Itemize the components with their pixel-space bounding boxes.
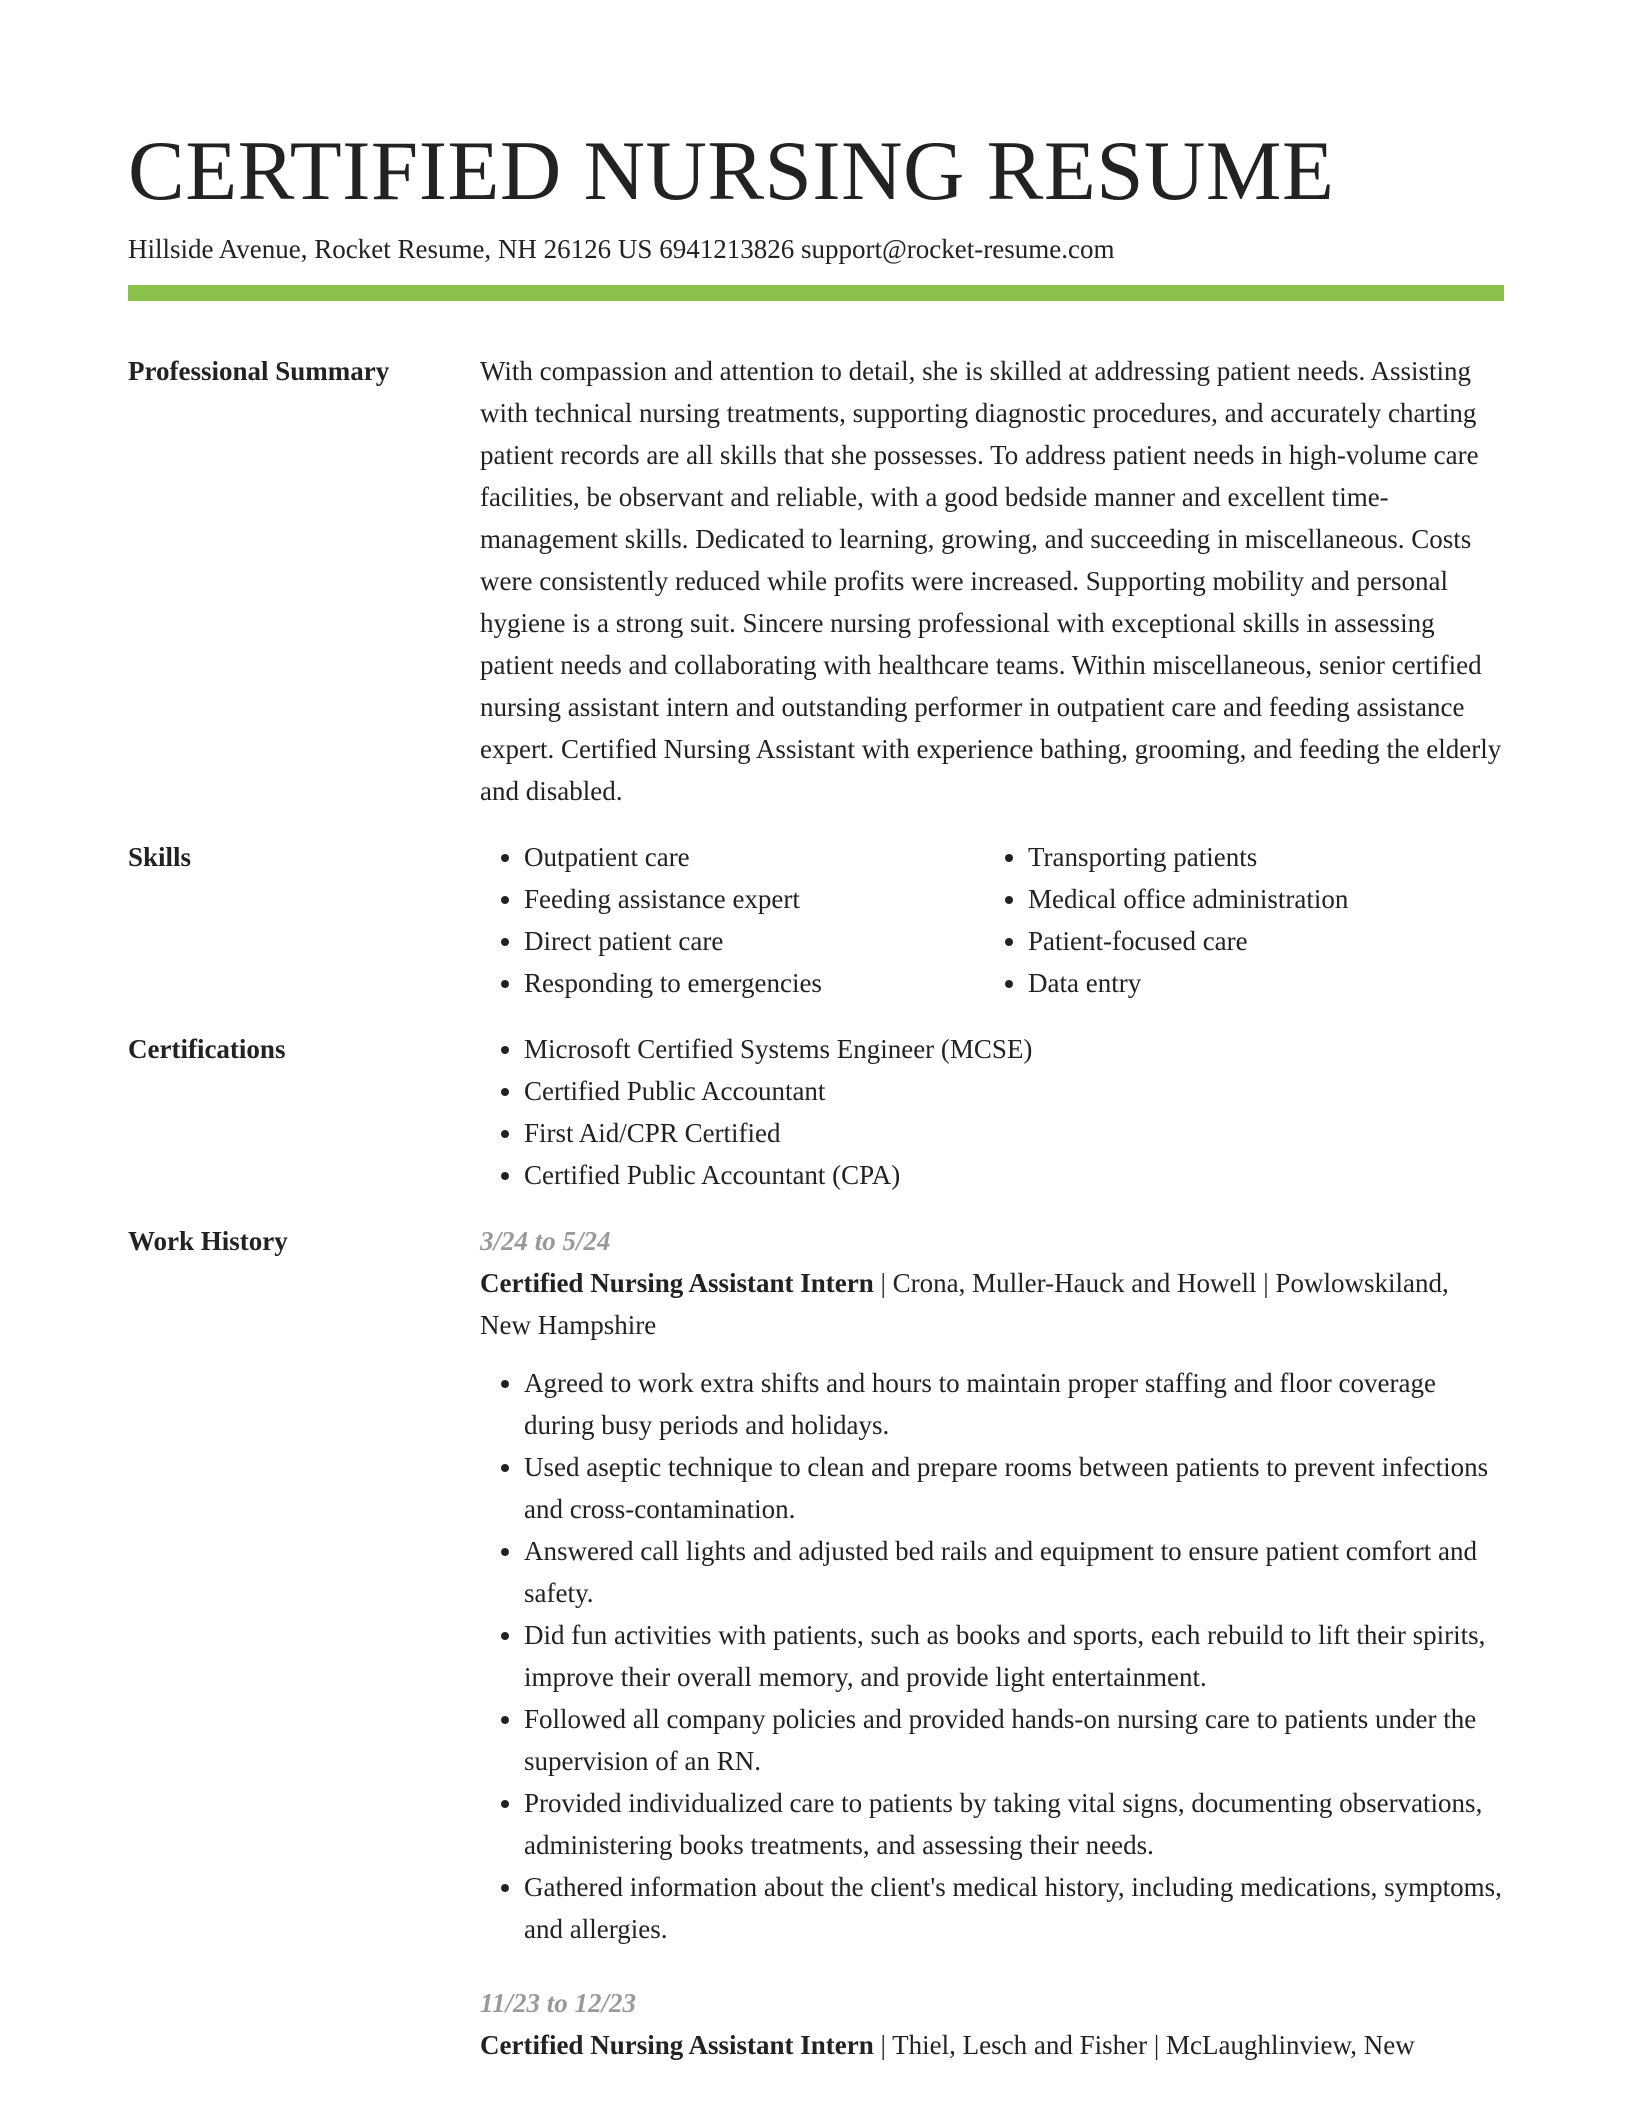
skill-item: • Feeding assistance expert <box>524 878 984 920</box>
skill-item: • Patient-focused care <box>1028 920 1488 962</box>
summary-section <box>128 350 1504 812</box>
skills-list-right <box>984 836 1488 1004</box>
resume-title: CERTIFIED NURSING RESUME <box>128 124 1335 218</box>
job-entry <box>480 1220 1504 1950</box>
skill-item: • Responding to emergencies <box>524 962 984 1004</box>
skill-item: • Direct patient care <box>524 920 984 962</box>
job-duty: • Gathered information about the client's medical history, including medications, symptoms, and allergies. <box>524 1866 1504 1950</box>
job-date: 3/24 to 5/24 <box>480 1226 611 1256</box>
certification-item: • First Aid/CPR Certified <box>524 1112 1504 1154</box>
work-history-label: Work History <box>128 1226 288 1256</box>
skills-body <box>480 836 1504 1004</box>
job-entry <box>480 1982 1504 2066</box>
skills-column-right <box>984 836 1488 1004</box>
skills-label: Skills <box>128 842 192 872</box>
job-details: | Crona, Muller-Hauck and Howell | Powlowskiland, New Hampshire <box>480 1268 1449 1340</box>
job-duties-list <box>480 1362 1504 1950</box>
certification-item: • Certified Public Accountant <box>524 1070 1504 1112</box>
job-duty: • Followed all company policies and provided hands-on nursing care to patients under the supervision of an RN. <box>524 1698 1504 1782</box>
job-date: 11/23 to 12/23 <box>480 1988 637 2018</box>
certifications-section <box>128 1028 1504 1196</box>
job-duty: • Did fun activities with patients, such as books and sports, each rebuild to lift their spirits, improve their overall memory, and provide light entertainment. <box>524 1614 1504 1698</box>
skill-item: • Transporting patients <box>1028 836 1488 878</box>
summary-label: Professional Summary <box>128 356 390 386</box>
resume-sections <box>128 350 1504 2106</box>
summary-text: With compassion and attention to detail, she is skilled at addressing patient needs. Assisting with technical nursing treatments, supporting diagnostic procedures, and accurately charting patient records are all skills that she possesses. To address patient needs in high-volume care facilities, be observant and reliable, with a good bedside manner and excellent time-management skills. Dedicated to learning, growing, and succeeding in miscellaneous. Costs were consistently reduced while profits were increased. Supporting mobility and personal hygiene is a strong suit. Sincere nursing professional with exceptional skills in assessing patient needs and collaborating with healthcare teams. Within miscellaneous, senior certified nursing assistant intern and outstanding performer in outpatient care and feeding assistance expert. Certified Nursing Assistant with experience bathing, grooming, and feeding the elderly and disabled. <box>480 356 1502 806</box>
certifications-list <box>480 1028 1504 1196</box>
skills-column-left <box>480 836 984 1004</box>
job-details: | Thiel, Lesch and Fisher | McLaughlinview, New <box>873 2030 1415 2060</box>
skill-item: • Data entry <box>1028 962 1488 1004</box>
job-heading <box>480 2024 1504 2066</box>
job-heading <box>480 1262 1504 1346</box>
certification-item: • Microsoft Certified Systems Engineer (MCSE) <box>524 1028 1504 1070</box>
job-title: Certified Nursing Assistant Intern <box>480 1268 874 1298</box>
skill-item: • Outpatient care <box>524 836 984 878</box>
work-history-body <box>480 1220 1504 2082</box>
certification-item: • Certified Public Accountant (CPA) <box>524 1154 1504 1196</box>
job-duty: • Provided individualized care to patients by taking vital signs, documenting observations, administering books treatments, and assessing their needs. <box>524 1782 1504 1866</box>
job-duty: • Used aseptic technique to clean and prepare rooms between patients to prevent infections and cross-contamination. <box>524 1446 1504 1530</box>
job-duty: • Answered call lights and adjusted bed rails and equipment to ensure patient comfort and safety. <box>524 1530 1504 1614</box>
work-history-section <box>128 1220 1504 2082</box>
job-duty: • Agreed to work extra shifts and hours to maintain proper staffing and floor coverage during busy periods and holidays. <box>524 1362 1504 1446</box>
skill-item: • Medical office administration <box>1028 878 1488 920</box>
certifications-label: Certifications <box>128 1034 286 1064</box>
job-title: Certified Nursing Assistant Intern <box>480 2030 874 2060</box>
contact-line: Hillside Avenue, Rocket Resume, NH 26126 US 6941213826 support@rocket-resume.com <box>128 234 1115 264</box>
skills-section <box>128 836 1504 1004</box>
header-divider <box>128 285 1504 301</box>
skills-list-left <box>480 836 984 1004</box>
certifications-body <box>480 1028 1504 1196</box>
summary-body <box>480 350 1504 812</box>
